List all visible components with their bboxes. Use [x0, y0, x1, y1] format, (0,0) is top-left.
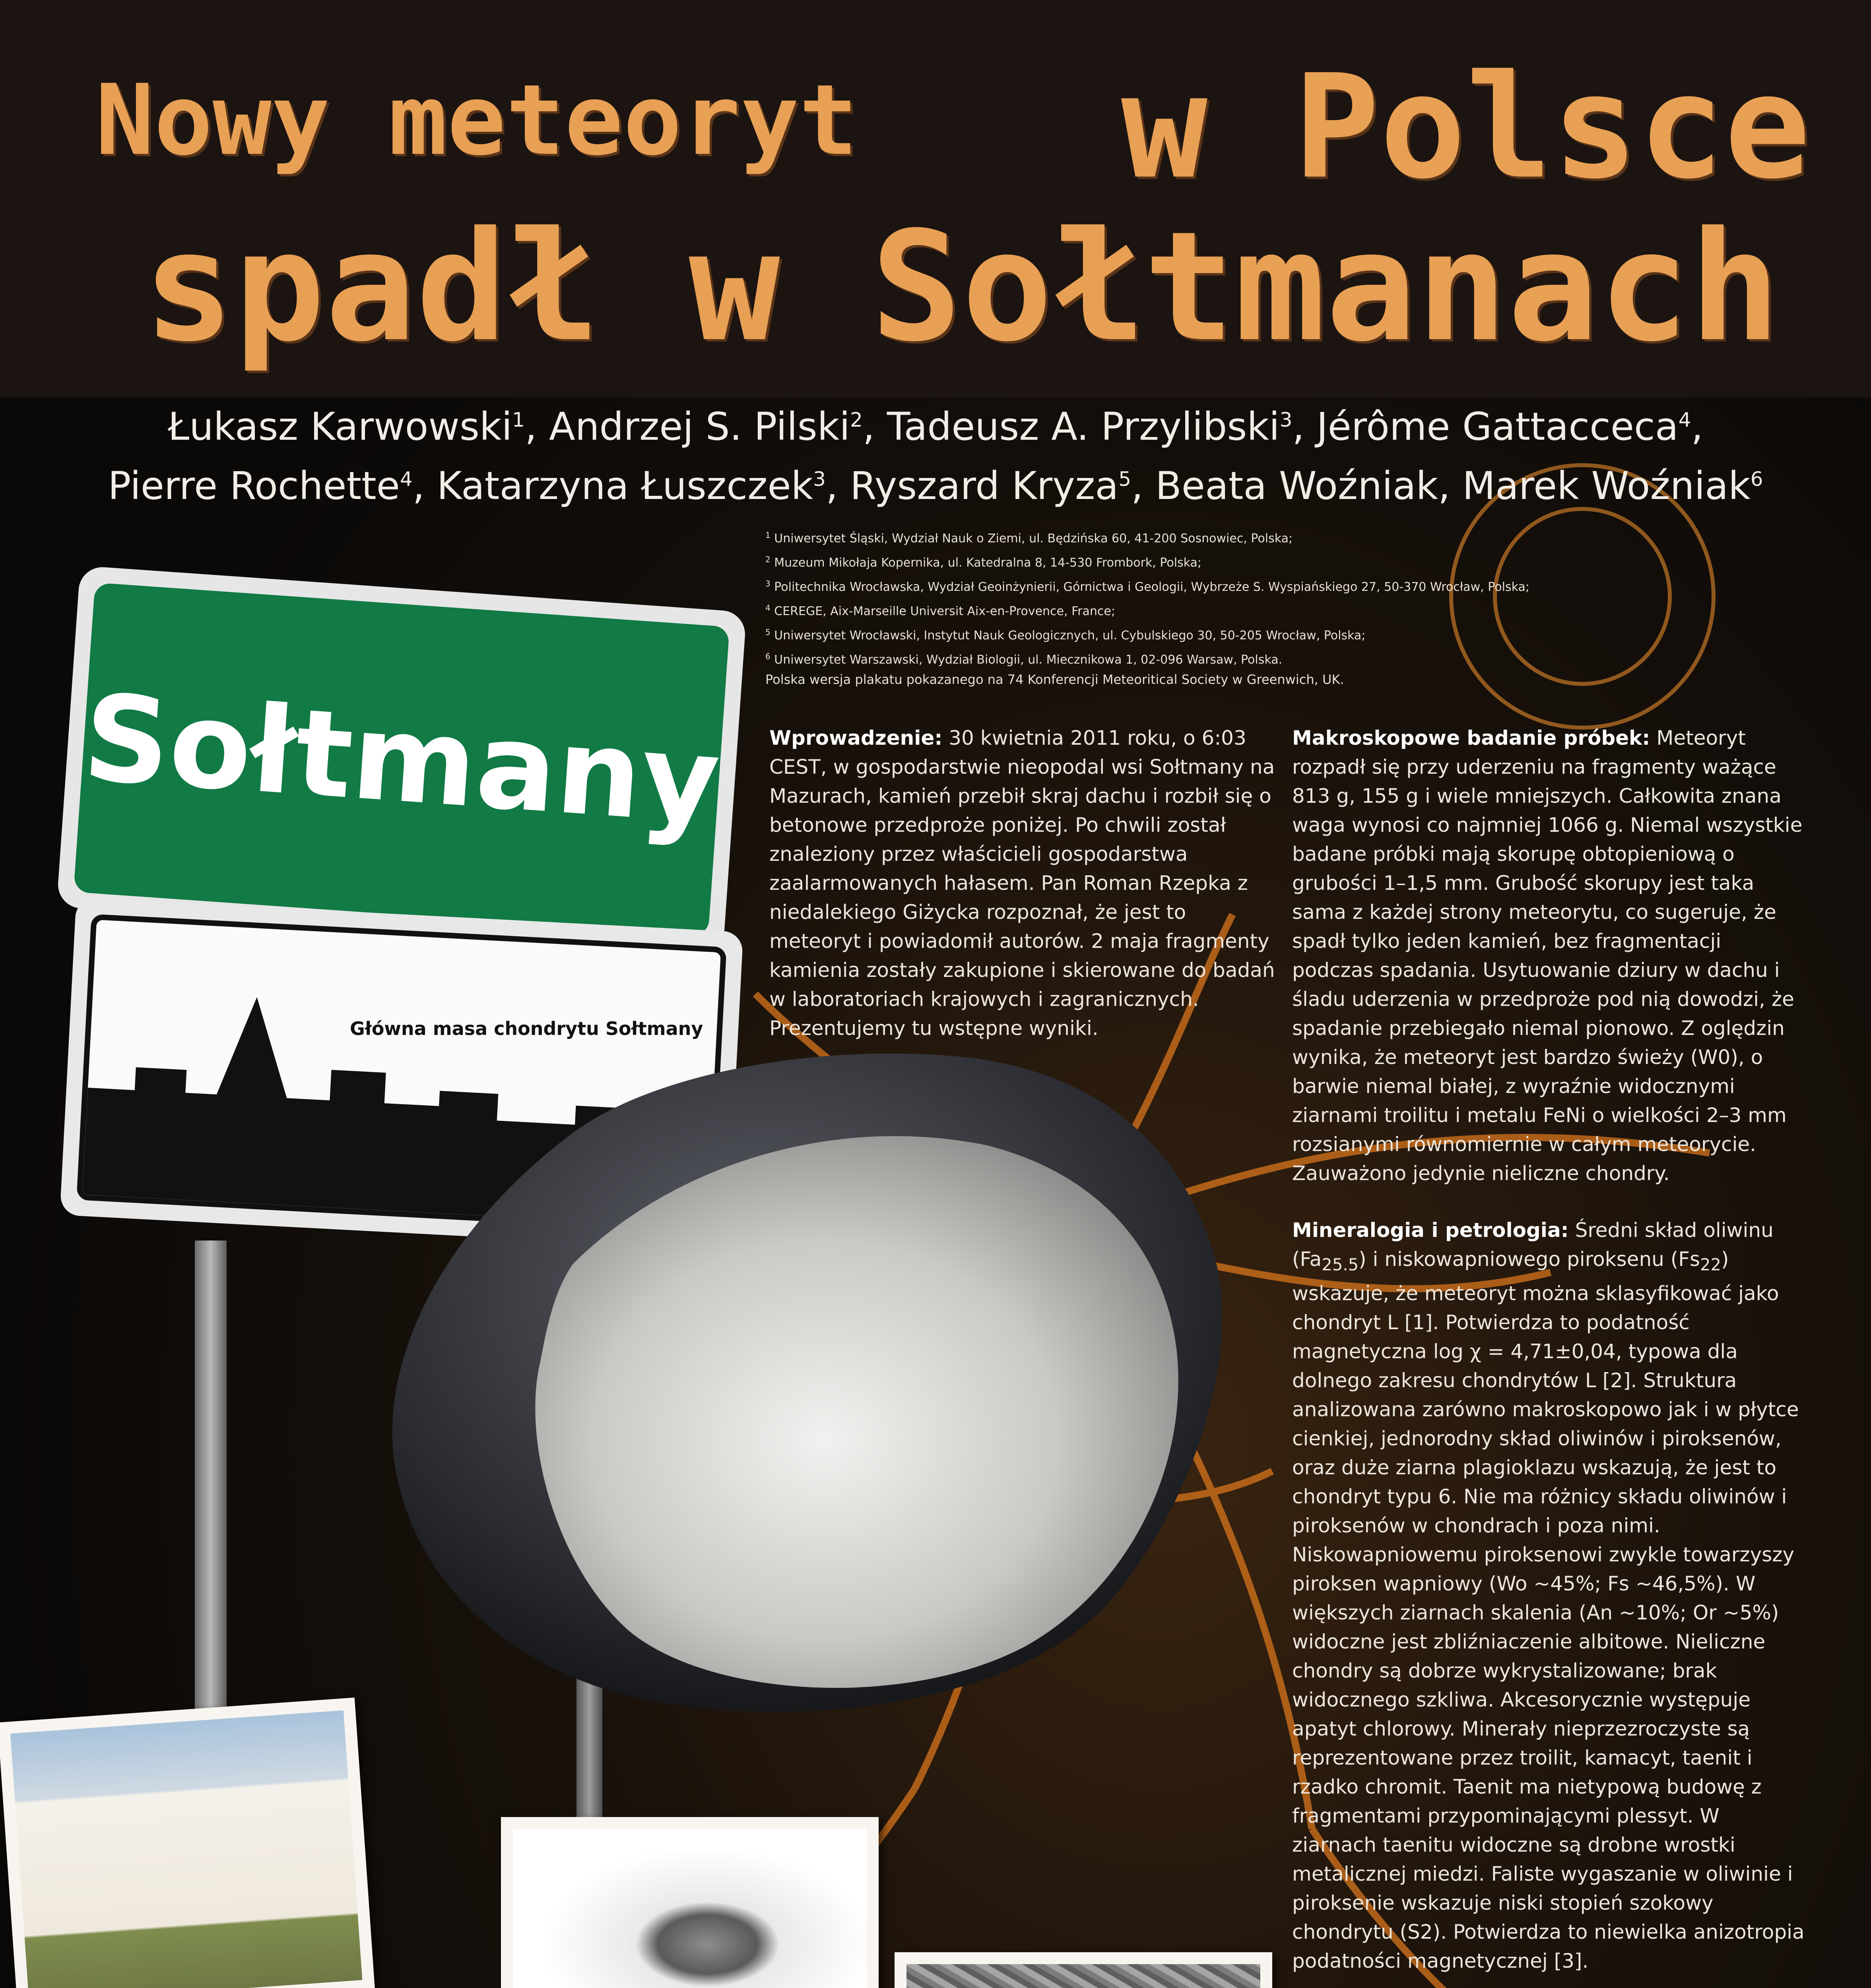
meteorite-structure-image: [513, 1829, 867, 1988]
author-affil-index: 2: [850, 408, 863, 431]
village-sign-panel: [74, 582, 730, 936]
macro-text: Meteoryt rozpadł się przy uderzeniu na fragmenty ważące 813 g, 155 g i wiele mniejszych. Całkowita znana waga wynosi co najmniej 1066 g. Niemal wszystkie badane próbki mają skorupę obtopieniową o grubości 1–1,5 mm. Grubość skorupy jest taka sama z każdej strony meteorytu, co sugeruje, że spadł tylko jeden kamień, bez fragmentacji podczas spadania. Usytuowanie dziury w dachu i śladu uderzenia w przedproże pod nią dowodzi, że spadanie przebiegało niemal pionowo. Z oględzin wynika, że meteoryt jest bardzo świeży (W0), o barwie niemal białej, z wyraźnie widocznymi ziarnami troilitu i metalu FeNi o wielkości 2–3 mm rozsianymi równomiernie w całym meteorycie. Zauważono jedynie nieliczne chondry.: [1292, 726, 1803, 1185]
mineral-text: ) i niskowapniowego piroksenu (Fs: [1359, 1248, 1700, 1271]
village-sign: [56, 565, 747, 953]
meteorite-caption: Główna masa chondrytu Sołtmany: [350, 1018, 703, 1039]
author: Andrzej S. Pilski: [549, 404, 850, 449]
mineral-paragraph: [1292, 1216, 1805, 1976]
author: Jérôme Gattacceca: [1316, 404, 1679, 449]
affil-text: CEREGE, Aix-Marseille Universit Aix-en-Provence, France;: [774, 604, 1115, 618]
intro-text: 30 kwietnia 2011 roku, o 6:03 CEST, w gospodarstwie nieopodal wsi Sołtmany na Mazurach, kamień przebił skraj dachu i rozbił się o betonowe przedproże poniżej. Po chwili został znaleziony przez właścicieli gospodarstwa zaalarmowanych hałasem. Pan Roman Rzepka z niedalekiego Giżycka rozpoznał, że jest to meteoryt i powiadomił autorów. 2 maja fragmenty kamienia zostały zakupione i skierowane do badań w laboratoriach krajowych i zagranicznych. Prezentujemy tu wstępne wyniki.: [769, 726, 1275, 1040]
affiliation: [765, 646, 1560, 670]
affil-number: 6: [765, 652, 771, 661]
author: Marek Woźniak: [1462, 464, 1751, 508]
photo-house: [0, 1698, 376, 1988]
affil-number: 4: [765, 603, 771, 613]
affil-text: Uniwersytet Śląski, Wydział Nauk o Ziemi, ul. Będzińska 60, 41-200 Sosnowiec, Polska;: [774, 532, 1293, 546]
affil-number: 5: [765, 627, 771, 637]
fs-subscript: 22: [1700, 1255, 1722, 1274]
affiliation: [765, 525, 1560, 549]
mineral-text: ) wskazuje, że meteoryt można sklasyfikować jako chondryt L [1]. Potwierdza to podatność magnetyczna log χ = 4,71±0,04, typowa dla dolnego zakresu chondrytów L [2]. Struktura analizowana zarówno makroskopowo jak i w płytce cienkiej, jednorodny skład oliwinów i piroksenów, oraz duże ziarna plagioklazu wskazują, że jest to chondryt typu 6. Nie ma różnicy składu oliwinów i piroksenów w chondrach i poza nimi. Niskowapniowemu piroksenowi zwykle towarzyszy piroksen wapniowy (Wo ~45%; Fs ~46,5%). W większych ziarnach skalenia (An ~10%; Or ~5%) widoczne jest zbliźniaczenie albitowe. Nieliczne chondry są dobrze wykrystalizowane; brak widocznego szkliwa. Akcesorycznie występuje apatyt chlorowy. Minerały nieprzezroczyste są reprezentowane przez troilit, kamacyt, taenit i rzadko chromit. Taenit ma nietypową budowę z fragmentami przypominającymi plessyt. W ziarnach taenitu widoczne są drobne wrostki metalicznej miedzi. Faliste wygaszanie w oliwinie i piroksenie wskazuje niski stopień szokowy chondrytu (S2). Potwierdza to niewielka anizotropia podatności magnetycznej [3].: [1292, 1248, 1805, 1972]
author: Tadeusz A. Przylibski: [887, 404, 1280, 449]
house-image: [10, 1710, 362, 1988]
mineral-text: Średni skład oliwinu (Fa: [1292, 1219, 1774, 1271]
text-column-left: [769, 724, 1278, 1071]
author: Katarzyna Łuszczek: [437, 464, 813, 508]
author-affil-index: 6: [1750, 468, 1763, 491]
affil-text: Uniwersytet Wrocławski, Instytut Nauk Geologicznych, ul. Cybulskiego 30, 50-205 Wrocław, Polska;: [774, 629, 1366, 643]
author-affil-index: 5: [1118, 468, 1131, 491]
author-affil-index: 3: [813, 468, 826, 491]
affiliation: [765, 622, 1560, 646]
title-line-1: Nowy meteoryt: [95, 64, 858, 177]
authors-list: Łukasz Karwowski$^1$, Andrzej S. Pilski$^2$, Tadeusz A. Przylibski$^3$, Jérôme Gattacceca$^4$, Pierre Rochette$^4$, Katarzyna Łuszczek$^3$, Ryszard Kryza$^5$, Beata Woźniak, Marek Woźniak$^6$: [108, 404, 1763, 508]
text-column-right: [1292, 724, 1805, 1988]
intro-paragraph: [769, 724, 1278, 1043]
affiliation: [765, 573, 1560, 598]
affil-number: 1: [765, 530, 771, 540]
author-affil-index: 3: [1279, 408, 1293, 431]
village-sign-name: Sołtmany: [79, 668, 724, 851]
macro-heading: Makroskopowe badanie próbek:: [1292, 726, 1650, 749]
title-line-3: spadł w Sołtmanach: [143, 199, 1781, 375]
author: Beata Woźniak: [1155, 464, 1438, 508]
affil-text: Politechnika Wrocławska, Wydział Geoinżynierii, Górnictwa i Geologii, Wybrzeże S. Wyspiańskiego 27, 50-370 Wrocław, Polska;: [774, 580, 1529, 594]
author-affil-index: 4: [1678, 408, 1691, 431]
affiliation: [765, 549, 1560, 573]
mineral-heading: Mineralogia i petrologia:: [1292, 1219, 1569, 1242]
affiliation: [765, 598, 1560, 622]
author: Łukasz Karwowski: [168, 404, 512, 449]
sem-image: [906, 1964, 1260, 1988]
author-affil-index: 4: [400, 468, 413, 491]
title-line-2: w Polsce: [1121, 44, 1811, 210]
fa-subscript: 25.5: [1322, 1255, 1359, 1274]
author: Pierre Rochette: [108, 464, 400, 508]
affil-text: Muzeum Mikołaja Kopernika, ul. Katedralna 8, 14-530 Frombork, Polska;: [774, 556, 1202, 570]
photo-meteorite-structure: [501, 1817, 879, 1988]
affil-text: Uniwersytet Warszawski, Wydział Biologii, ul. Miecznikowa 1, 02-096 Warsaw, Polska.: [774, 653, 1283, 667]
intro-heading: Wprowadzenie:: [769, 726, 943, 749]
meteorite-image: [350, 1042, 1264, 1738]
macro-paragraph: [1292, 724, 1805, 1188]
photo-sem: [895, 1952, 1272, 1988]
affil-number: 2: [765, 555, 771, 564]
author: Ryszard Kryza: [850, 464, 1119, 508]
poster-note: Polska wersja plakatu pokazanego na 74 Konferencji Meteoritical Society w Greenwich, UK.: [765, 672, 1344, 687]
author-affil-index: 1: [512, 408, 525, 431]
affiliations: [765, 525, 1560, 670]
affil-number: 3: [765, 579, 771, 588]
